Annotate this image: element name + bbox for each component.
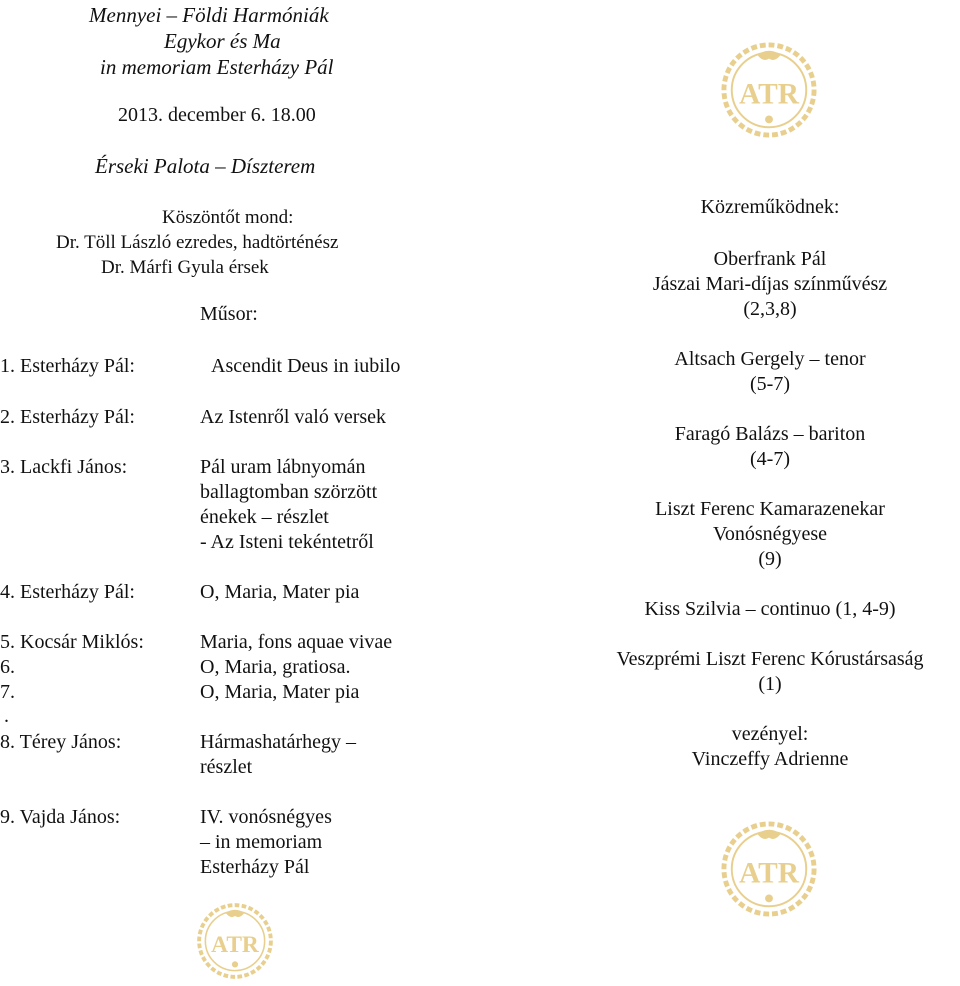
greeting-speaker: Dr. Töll László ezredes, hadtörténész (56, 232, 339, 253)
program-work: – in memoriam (200, 831, 323, 853)
conductor-name: Vinczeffy Adrienne (691, 748, 849, 770)
performer-line: Altsach Gergely – tenor (674, 348, 866, 370)
performer-line: Kiss Szilvia – continuo (1, 4-9) (644, 598, 896, 620)
performer-line: Vonósnégyese (712, 523, 828, 545)
performer-line: (2,3,8) (743, 298, 797, 320)
performers-label: Közreműködnek: (700, 196, 840, 218)
conductor-label: vezényel: (731, 723, 809, 745)
program-work: Pál uram lábnyomán (200, 456, 366, 478)
program-author: 6. (0, 656, 15, 678)
event-date: 2013. december 6. 18.00 (118, 104, 316, 126)
program-work: énekek – részlet (200, 506, 329, 528)
program-author: 3. Lackfi János: (0, 456, 128, 478)
program-work: IV. vonósnégyes (200, 806, 332, 828)
title-line-3: in memoriam Esterházy Pál (100, 55, 334, 79)
venue: Érseki Palota – Díszterem (95, 154, 316, 178)
program-work: O, Maria, Mater pia (200, 581, 360, 603)
program-work: Ascendit Deus in iubilo (211, 355, 401, 377)
performer-line: Liszt Ferenc Kamarazenekar (655, 498, 885, 520)
program-work: Az Istenről való versek (200, 406, 387, 428)
program-work: Hármashatárhegy – (200, 731, 357, 753)
program-author: 7. (0, 681, 15, 703)
performer-line: Jászai Mari-díjas színművész (652, 273, 888, 295)
program-author: 5. Kocsár Miklós: (0, 631, 144, 653)
performer-line: (4-7) (750, 448, 790, 470)
monogram-seal-icon (720, 820, 818, 918)
performer-line: Faragó Balázs – bariton (674, 423, 866, 445)
svg-text:ATR: ATR (739, 857, 799, 890)
program-author: 2. Esterházy Pál: (0, 406, 135, 428)
performer-line: Oberfrank Pál (713, 248, 827, 270)
greeting-label: Köszöntőt mond: (162, 207, 294, 228)
program-author: 4. Esterházy Pál: (0, 581, 135, 603)
svg-text:ATR: ATR (739, 78, 799, 111)
title-line-2: Egykor és Ma (164, 29, 281, 53)
performer-line: (9) (758, 548, 782, 570)
performer-line: Veszprémi Liszt Ferenc Kórustársaság (616, 648, 924, 670)
program-work: O, Maria, Mater pia (200, 681, 360, 703)
program-work: O, Maria, gratiosa. (200, 656, 351, 678)
monogram-seal-icon (720, 41, 818, 139)
program-author: 1. Esterházy Pál: (0, 355, 135, 377)
program-work: ballagtomban szörzött (200, 481, 378, 503)
program-author: . (4, 705, 9, 727)
program-work: Esterházy Pál (200, 856, 310, 878)
program-author: 9. Vajda János: (0, 806, 121, 828)
performer-line: (5-7) (750, 373, 790, 395)
program-work: Maria, fons aquae vivae (200, 631, 393, 653)
greeting-speaker: Dr. Márfi Gyula érsek (101, 257, 269, 278)
program-title: Műsor: (200, 303, 258, 325)
title-line-1: Mennyei – Földi Harmóniák (89, 3, 329, 27)
program-author: 8. Térey János: (0, 731, 122, 753)
program-work: részlet (200, 756, 253, 778)
monogram-seal-icon (196, 902, 274, 980)
svg-text:ATR: ATR (211, 931, 259, 958)
performer-line: (1) (758, 673, 782, 695)
program-work: - Az Isteni tekéntetről (200, 531, 374, 553)
